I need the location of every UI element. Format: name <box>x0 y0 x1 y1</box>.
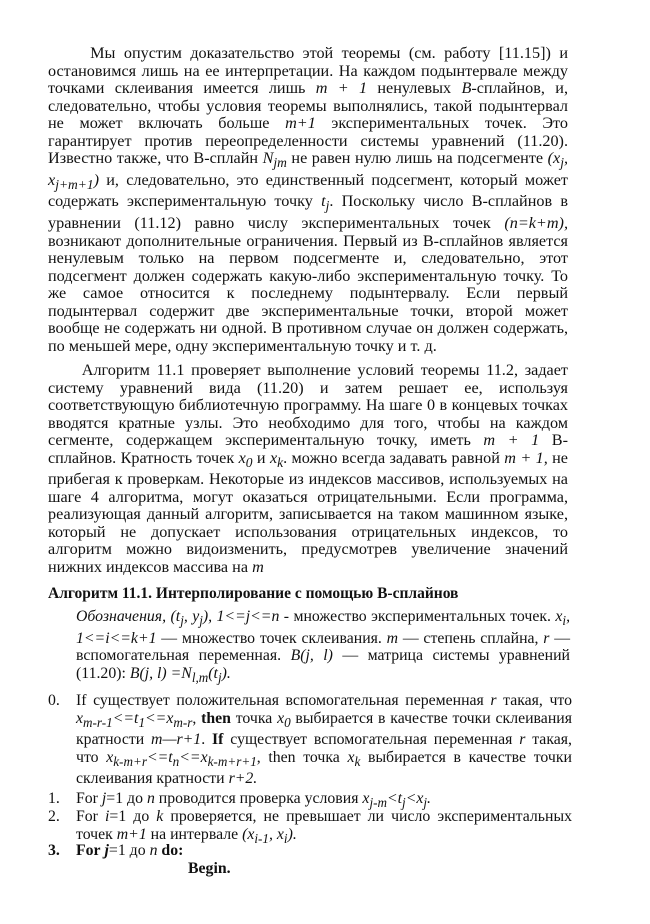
paragraph-2: Алгоритм 11.1 проверяет выполнение условий теоремы 11.2, задает систему уравнений вида (11.20) и затем решает ее, используя соответствующую библиотечную программу. На шаге 0 в концевых точках вводятся кратные узлы. Это необходимо для того, чтобы на каждом сегменте, содержащем экспериментальную точку, иметь m + 1 B-сплайнов. Кратность точек $x_0$ и $x_k$. можно всегда задавать равной m + 1, не прибегая к проверкам. Некоторые из индексов массивов, используемых на шаге 4 алгоритма, могут оказаться отрицательными. Если программа, реализующая данный алгоритм, записывается на таком машинном языке, который не допускает использования отрицательных индексов, то алгоритм можно видоизменить, предусмотрев увеличение значений нижних индексов массива на m <box>48 361 568 576</box>
step-text: If существует положительная вспомогательная переменная r такая, что $x_{m-r-1}<=t_1<=x_{m-r}$, then точка $x_0$ выбирается в качестве точки склеивания кратности m—r+1. If существует вспомогательная переменная r такая, что $x_{k-m+r}<=t_n<=x_{k-m+r+1}$, then точка $x_k$ выбирается в качестве точки склеивания кратности r+2. <box>76 692 572 788</box>
step-number: 2. <box>48 808 60 825</box>
step-number: 0. <box>48 692 60 709</box>
step-number: 3. <box>48 842 60 859</box>
algorithm-step-3 <box>48 842 572 877</box>
step-text: For j=1 до n do: Begin. <box>76 842 572 877</box>
algorithm-step-0 <box>48 692 572 788</box>
notations: Обозначения, ($t_j$, $y_j$), 1<=j<=n - множество экспериментальных точек. $x_i$, 1<=i<=k+1 — множество точек склеивания. m — степень сплайна, r — вспомогательная переменная. B(j, l) — матрица системы уравнений (11.20): B(j, $l) =N_{l,m}(t_j)$. <box>76 608 571 685</box>
step-text: For j=1 до n проводится проверка условия $x_{j-m}<t_j<x_j$. <box>76 790 431 811</box>
algorithm-heading: Алгоритм 11.1. Интерполирование с помощью B-сплайнов <box>48 585 459 602</box>
step-text: For i=1 до k проверяется, не превышает ли число экспериментальных точек m+1 на интервале ($x_{i-1}$, $x_i$). <box>76 808 572 846</box>
paragraph-1: Мы опустим доказательство этой теоремы (см. работу [11.15]) и остановимся лишь на ее интерпретации. На каждом подынтервале между точками склеивания имеется лишь m + 1 ненулевых B-сплайнов, и, следовательно, чтобы условия теоремы выполнялись, такой подынтервал не может включать больше m+1 экспериментальных точек. Это гарантирует против переопределенности системы уравнений (11.20). Известно также, что B-сплайн $N_{jm}$ не равен нулю лишь на подсегменте ($x_j$, $x_{j+m+1}$) и, следовательно, это единственный подсегмент, который может содержать экспериментальную точку $t_j$. Поскольку число B-сплайнов в уравнении (11.12) равно числу экспериментальных точек (n=k+m), возникают дополнительные ограничения. Первый из B-сплайнов является ненулевым только на первом подсегменте и, следовательно, этот подсегмент должен содержать какую-либо экспериментальную точку. То же самое относится к последнему подынтервалу. Если первый подынтервал содержит две экспериментальные точки, второй может вообще не содержать ни одной. В противном случае он должен содержать, по меньшей мере, одну экспериментальную точку и т. д. <box>48 44 568 355</box>
step-number: 1. <box>48 790 60 807</box>
step-begin: Begin. <box>188 859 231 877</box>
